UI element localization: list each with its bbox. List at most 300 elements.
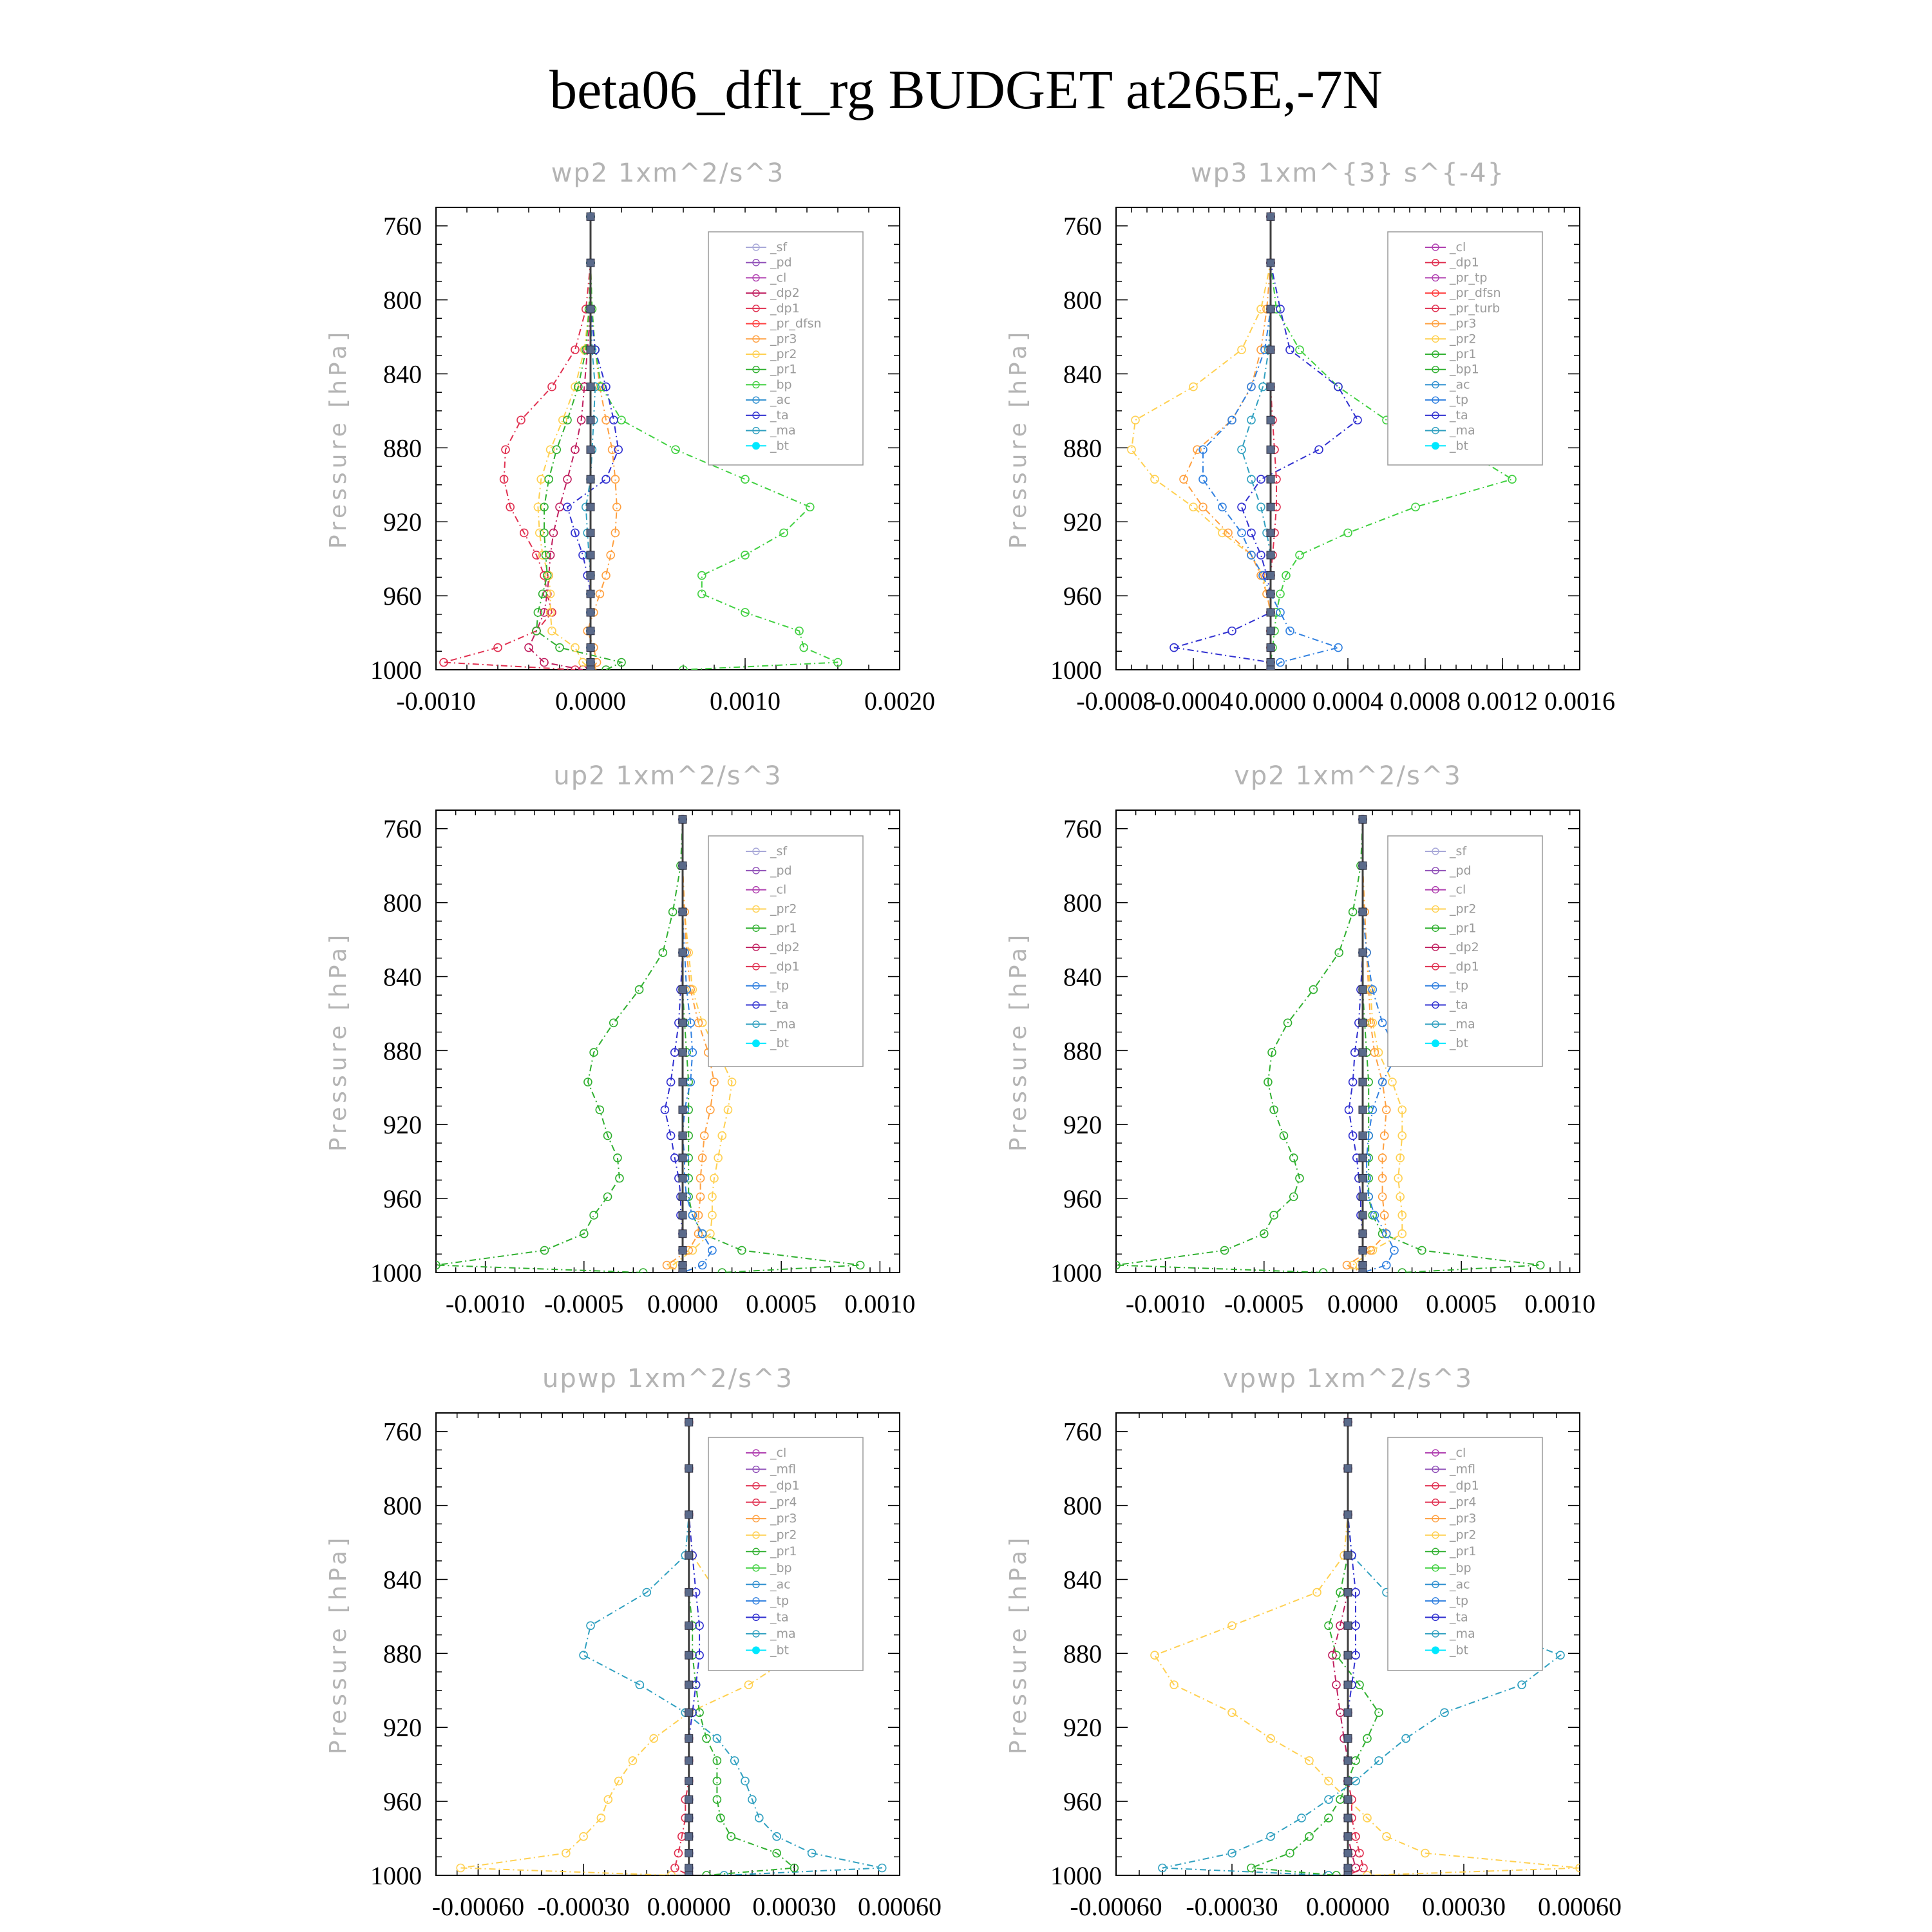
data-point — [1151, 475, 1159, 483]
data-point — [685, 1795, 693, 1803]
data-point — [679, 1193, 687, 1200]
data-point — [679, 1175, 687, 1182]
data-point — [1344, 1622, 1352, 1629]
legend-label: _pr1 — [770, 362, 797, 377]
legend-label: _pr4 — [1450, 1495, 1477, 1510]
data-point — [1325, 1795, 1332, 1803]
data-point — [587, 590, 594, 598]
y-tick-label: 840 — [383, 1565, 422, 1595]
data-point — [679, 1269, 687, 1276]
data-point — [1334, 644, 1342, 652]
legend-label: _ta — [770, 408, 789, 422]
y-axis-label: Pressure [hPa] — [1005, 328, 1032, 549]
data-point — [679, 949, 687, 956]
data-point — [1267, 213, 1274, 220]
data-point — [587, 1622, 594, 1629]
data-point — [685, 1864, 693, 1872]
data-point — [1267, 383, 1274, 391]
data-point — [1270, 1211, 1278, 1219]
data-point — [679, 1230, 687, 1238]
legend-label: _ac — [1450, 377, 1470, 392]
y-tick-label: 960 — [1063, 1184, 1102, 1214]
legend-label: _pr1 — [1450, 1544, 1477, 1559]
x-tick-label: 0.00030 — [1422, 1892, 1506, 1921]
data-point — [1359, 949, 1367, 956]
data-point — [679, 1132, 687, 1139]
x-tick-label: -0.0010 — [396, 687, 476, 715]
legend-label: _pr3 — [1450, 316, 1477, 331]
data-point — [1368, 1211, 1376, 1219]
legend-label: _bt — [770, 1643, 790, 1658]
y-tick-label: 760 — [383, 1417, 422, 1446]
legend-marker — [1432, 1039, 1439, 1047]
x-tick-label: 0.00000 — [1306, 1892, 1390, 1921]
legend-label: _dp1 — [1450, 1479, 1479, 1493]
data-point — [1359, 1269, 1367, 1276]
legend-label: _cl — [1450, 1446, 1466, 1460]
data-point — [685, 1814, 693, 1822]
y-tick-label: 880 — [383, 433, 422, 463]
data-point — [1359, 1864, 1367, 1872]
y-tick-label: 760 — [1063, 814, 1102, 844]
data-point — [1344, 1551, 1352, 1559]
legend-label: _sf — [770, 844, 788, 858]
data-point — [1359, 986, 1367, 994]
data-point — [1267, 305, 1274, 313]
data-point — [596, 590, 603, 598]
y-tick-label: 1000 — [1050, 1861, 1102, 1890]
legend-label: _tp — [770, 978, 790, 993]
x-tick-label: -0.0005 — [1224, 1289, 1304, 1318]
data-point — [685, 1551, 693, 1559]
data-point — [685, 1850, 693, 1857]
data-point — [1359, 1211, 1367, 1219]
data-point — [587, 503, 594, 511]
data-point — [587, 551, 594, 559]
data-point — [679, 1154, 687, 1162]
data-point — [1267, 475, 1274, 483]
x-tick-label: -0.0005 — [544, 1289, 624, 1318]
data-point — [1315, 446, 1323, 453]
data-point — [1344, 1418, 1352, 1426]
data-point — [1267, 551, 1274, 559]
x-tick-label: -0.00030 — [1186, 1892, 1278, 1921]
legend — [1388, 1437, 1542, 1671]
legend — [1388, 836, 1542, 1066]
data-point — [1359, 1132, 1367, 1139]
data-point — [1247, 529, 1255, 536]
data-point — [685, 1511, 693, 1519]
data-point — [1344, 1757, 1352, 1765]
y-tick-label: 1000 — [1050, 1258, 1102, 1287]
data-point — [587, 259, 594, 267]
y-tick-label: 840 — [383, 359, 422, 389]
data-point — [685, 1589, 693, 1596]
data-point — [1344, 1651, 1352, 1659]
y-tick-label: 920 — [1063, 507, 1102, 537]
y-tick-label: 760 — [383, 211, 422, 241]
series-line — [444, 216, 591, 670]
data-point — [604, 1795, 612, 1803]
legend-label: _mfl — [770, 1462, 796, 1477]
data-point — [708, 1247, 716, 1255]
data-point — [1359, 908, 1367, 916]
data-point — [517, 416, 525, 424]
y-axis-label: Pressure [hPa] — [325, 328, 352, 549]
y-tick-label: 1000 — [370, 656, 422, 685]
x-tick-label: -0.00060 — [431, 1892, 525, 1921]
series-line — [1174, 216, 1358, 670]
legend-label: _pr1 — [1450, 347, 1477, 361]
data-point — [564, 475, 571, 483]
data-point — [1267, 503, 1274, 511]
series-line — [1349, 819, 1363, 1273]
legend-label: _ta — [1450, 998, 1468, 1012]
data-point — [1267, 259, 1274, 267]
y-axis-label: Pressure [hPa] — [1005, 931, 1032, 1152]
legend-label: _pr2 — [1450, 1528, 1477, 1542]
legend-label: _ma — [770, 1017, 796, 1032]
data-point — [618, 416, 625, 424]
data-point — [1359, 1262, 1367, 1269]
legend-label: _pd — [1450, 863, 1472, 878]
legend-marker — [1432, 442, 1439, 450]
data-point — [611, 475, 619, 483]
data-point — [1267, 572, 1274, 580]
y-tick-label: 880 — [1063, 1036, 1102, 1066]
data-point — [1298, 1814, 1305, 1822]
x-tick-label: 0.0012 — [1467, 687, 1538, 715]
legend-label: _cl — [1450, 240, 1466, 254]
data-point — [587, 475, 594, 483]
series-line — [1132, 216, 1271, 670]
data-point — [1335, 949, 1343, 956]
data-point — [679, 1211, 687, 1219]
legend-label: _pr1 — [1450, 921, 1477, 936]
data-point — [1359, 1193, 1367, 1200]
data-point — [738, 1247, 746, 1255]
x-tick-label: 0.00000 — [647, 1892, 731, 1921]
data-point — [602, 475, 610, 483]
y-tick-label: 1000 — [1050, 656, 1102, 685]
x-tick-label: 0.00060 — [1538, 1892, 1622, 1921]
data-point — [1359, 1048, 1367, 1056]
x-tick-label: 0.0000 — [1327, 1289, 1398, 1318]
data-point — [548, 383, 556, 391]
y-tick-label: 840 — [1063, 359, 1102, 389]
data-point — [587, 644, 594, 652]
data-point — [1247, 416, 1255, 424]
data-point — [1189, 503, 1197, 511]
legend-label: _ta — [1450, 408, 1468, 422]
data-point — [1257, 475, 1265, 483]
y-tick-label: 800 — [1063, 285, 1102, 315]
data-point — [663, 1262, 670, 1269]
y-tick-label: 760 — [1063, 211, 1102, 241]
data-point — [679, 815, 687, 823]
data-point — [1336, 1709, 1344, 1716]
y-tick-label: 840 — [1063, 1565, 1102, 1595]
figure-title: beta06_dflt_rg BUDGET at265E,-7N — [549, 59, 1383, 120]
legend-label: _dp2 — [770, 286, 800, 301]
data-point — [1508, 475, 1516, 483]
y-tick-label: 1000 — [370, 1861, 422, 1890]
chart-panel-3 — [325, 761, 915, 1318]
panel-title: wp3 1xm^{3} s^{-4} — [1190, 158, 1506, 188]
data-point — [685, 1757, 693, 1765]
data-point — [1344, 1734, 1352, 1742]
series-line — [665, 819, 683, 1273]
series-line — [538, 216, 591, 670]
data-point — [1267, 529, 1274, 536]
x-tick-label: 0.0000 — [1235, 687, 1306, 715]
series-line — [1184, 216, 1271, 670]
legend-label: _dp1 — [770, 301, 800, 316]
legend-label: _pr3 — [1450, 1511, 1477, 1526]
data-point — [1267, 446, 1274, 453]
data-point — [1418, 1247, 1426, 1255]
data-point — [636, 986, 643, 994]
legend-label: _ta — [770, 1610, 789, 1625]
legend-label: _cl — [770, 270, 787, 285]
data-point — [710, 1078, 718, 1086]
x-tick-label: 0.0016 — [1544, 687, 1615, 715]
data-point — [587, 609, 594, 616]
legend-label: _dp2 — [770, 940, 800, 955]
data-point — [571, 346, 579, 354]
data-point — [1151, 1651, 1159, 1659]
data-point — [679, 1247, 687, 1255]
y-tick-label: 1000 — [370, 1258, 422, 1287]
data-point — [1344, 1814, 1352, 1822]
data-point — [1296, 346, 1303, 354]
data-point — [1267, 590, 1274, 598]
data-point — [525, 644, 533, 652]
legend-label: _pr_dfsn — [1450, 286, 1501, 301]
legend-label: _cl — [1450, 882, 1466, 897]
legend-label: _tp — [770, 1593, 790, 1608]
data-point — [1344, 1850, 1352, 1857]
data-point — [610, 1019, 618, 1027]
data-point — [587, 305, 594, 313]
y-tick-label: 840 — [383, 962, 422, 992]
legend-label: _dp2 — [1450, 940, 1479, 955]
y-tick-label: 880 — [383, 1639, 422, 1669]
data-point — [679, 1262, 687, 1269]
data-point — [587, 572, 594, 580]
data-point — [587, 346, 594, 354]
data-point — [679, 986, 687, 994]
legend-label: _pr_dfsn — [770, 316, 822, 331]
data-point — [1247, 475, 1255, 483]
panel-title: up2 1xm^2/s^3 — [553, 761, 782, 791]
legend-label: _pr3 — [770, 332, 797, 346]
data-point — [685, 1871, 693, 1879]
data-point — [1359, 1019, 1367, 1027]
legend-label: _pd — [770, 863, 792, 878]
data-point — [1344, 1795, 1352, 1803]
panel-title: upwp 1xm^2/s^3 — [542, 1364, 793, 1394]
data-point — [1238, 529, 1245, 536]
x-tick-label: 0.0020 — [864, 687, 935, 715]
data-point — [604, 1193, 612, 1200]
legend-label: _dp1 — [770, 959, 800, 974]
data-point — [1276, 590, 1284, 598]
legend-label: _bt — [1450, 1643, 1469, 1658]
y-axis-label: Pressure [hPa] — [1005, 1533, 1032, 1755]
x-tick-label: 0.0000 — [647, 1289, 718, 1318]
data-point — [685, 1418, 693, 1426]
data-point — [587, 213, 594, 220]
legend-label: _sf — [770, 240, 788, 254]
y-tick-label: 760 — [1063, 1417, 1102, 1446]
data-point — [1359, 815, 1367, 823]
legend-label: _ma — [1450, 423, 1475, 438]
data-point — [1309, 986, 1317, 994]
legend — [708, 1437, 863, 1671]
data-point — [1352, 1757, 1359, 1765]
data-point — [1296, 551, 1303, 559]
chart-panel-6 — [1005, 1364, 1622, 1921]
data-point — [1359, 1230, 1367, 1238]
data-point — [1228, 416, 1236, 424]
legend-label: _ma — [1450, 1626, 1475, 1641]
series-line — [689, 1422, 699, 1875]
data-point — [1228, 627, 1236, 635]
legend-label: _ma — [1450, 1017, 1475, 1032]
data-point — [1267, 659, 1274, 667]
data-point — [1388, 1078, 1396, 1086]
legend-label: _mfl — [1450, 1462, 1475, 1477]
data-point — [1518, 1681, 1526, 1689]
y-axis-label: Pressure [hPa] — [325, 931, 352, 1152]
data-point — [564, 416, 571, 424]
data-point — [1267, 666, 1274, 674]
x-tick-label: -0.0010 — [445, 1289, 526, 1318]
y-tick-label: 840 — [1063, 962, 1102, 992]
data-point — [806, 503, 814, 511]
legend-label: _pr3 — [770, 1511, 797, 1526]
data-point — [559, 416, 567, 424]
legend-label: _pr2 — [1450, 332, 1477, 346]
legend-label: _bp — [1450, 1560, 1472, 1575]
data-point — [1344, 1833, 1352, 1841]
y-tick-label: 760 — [383, 814, 422, 844]
chart-panel-1 — [325, 158, 935, 715]
legend-label: _pr1 — [770, 1544, 797, 1559]
panels — [325, 158, 1622, 1921]
legend-label: _cl — [770, 1446, 787, 1460]
chart-panel-5 — [325, 1364, 942, 1921]
data-point — [1343, 1262, 1350, 1269]
x-tick-label: -0.0010 — [1125, 1289, 1206, 1318]
data-point — [1359, 1078, 1367, 1086]
x-tick-label: 0.0010 — [844, 1289, 916, 1318]
legend-label: _tp — [1450, 1593, 1469, 1608]
data-point — [1344, 1871, 1352, 1879]
data-point — [1267, 416, 1274, 424]
x-tick-label: 0.0010 — [1524, 1289, 1596, 1318]
data-point — [1238, 503, 1245, 511]
y-tick-label: 920 — [383, 1713, 422, 1743]
data-point — [597, 1814, 605, 1822]
legend-label: _dp1 — [1450, 255, 1479, 270]
y-tick-label: 800 — [383, 1491, 422, 1520]
y-tick-label: 920 — [1063, 1110, 1102, 1140]
data-point — [1132, 416, 1139, 424]
y-tick-label: 880 — [383, 1036, 422, 1066]
data-point — [679, 1019, 687, 1027]
y-tick-label: 880 — [1063, 433, 1102, 463]
data-point — [540, 659, 548, 667]
y-tick-label: 800 — [383, 285, 422, 315]
data-point — [1228, 1709, 1236, 1716]
y-tick-label: 960 — [383, 1787, 422, 1817]
data-point — [1247, 1864, 1255, 1872]
data-point — [685, 1622, 693, 1629]
data-point — [1257, 551, 1265, 559]
legend-label: _dp1 — [770, 1479, 800, 1493]
panel-title: vp2 1xm^2/s^3 — [1234, 761, 1462, 791]
legend-label: _bt — [1450, 1036, 1469, 1051]
x-tick-label: 0.0008 — [1390, 687, 1461, 715]
y-tick-label: 800 — [383, 888, 422, 918]
data-point — [685, 1833, 693, 1841]
series-line — [675, 1422, 689, 1875]
y-tick-label: 920 — [383, 1110, 422, 1140]
legend-label: _ta — [770, 998, 789, 1012]
legend-label: _dp1 — [1450, 959, 1479, 974]
legend — [1388, 232, 1542, 465]
x-tick-label: 0.0004 — [1312, 687, 1383, 715]
series-line — [529, 216, 591, 670]
series-line — [1116, 819, 1363, 1273]
data-point — [1359, 1247, 1367, 1255]
series-line — [536, 216, 621, 670]
legend-label: _bt — [1450, 439, 1469, 453]
data-point — [741, 475, 749, 483]
legend-label: _cl — [770, 882, 787, 897]
data-point — [1379, 1019, 1387, 1027]
x-tick-label: -0.00060 — [1070, 1892, 1162, 1921]
data-point — [587, 659, 594, 667]
legend-label: _ac — [770, 1577, 791, 1592]
series-line — [1242, 216, 1271, 670]
legend-label: _sf — [1450, 844, 1467, 858]
legend-label: _ac — [770, 393, 791, 408]
x-tick-label: 0.0000 — [555, 687, 626, 715]
data-point — [1267, 627, 1274, 635]
legend — [708, 836, 863, 1066]
y-tick-label: 960 — [383, 582, 422, 611]
data-point — [587, 446, 594, 453]
data-point — [1344, 1464, 1352, 1472]
data-point — [1344, 1709, 1352, 1716]
data-point — [587, 666, 594, 674]
legend-marker — [752, 1039, 760, 1047]
legend-label: _pr2 — [770, 902, 797, 916]
y-tick-label: 800 — [1063, 888, 1102, 918]
data-point — [1398, 1230, 1406, 1238]
y-tick-label: 920 — [1063, 1713, 1102, 1743]
data-point — [1344, 1511, 1352, 1519]
data-point — [587, 383, 594, 391]
data-point — [1383, 1262, 1390, 1269]
legend-label: _tp — [1450, 393, 1469, 408]
data-point — [685, 1709, 693, 1716]
legend-label: _ma — [770, 423, 796, 438]
x-tick-label: 0.0005 — [1426, 1289, 1497, 1318]
